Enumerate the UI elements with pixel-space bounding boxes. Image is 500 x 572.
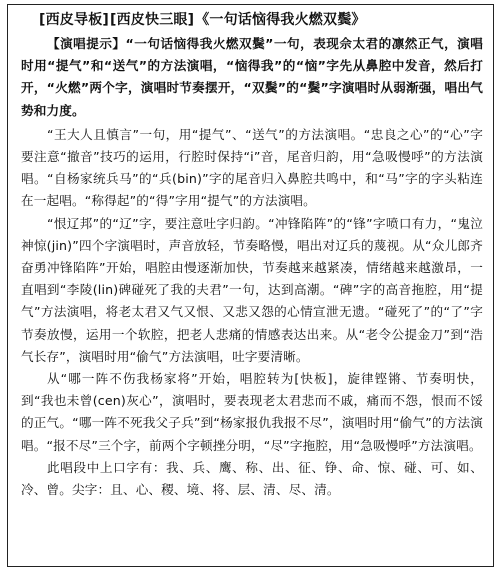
- paragraph-hen-liaobang: “恨辽邦”的“辽”字，要注意吐字归韵。“冲锋陷阵”的“锋”字喷口有力，“鬼泣神惊(jin)”四个字演唱时，声音放轻，节奏略慢，唱出对辽兵的蔑视。从“众儿郎齐奋勇冲锋陷阵”开始，唱腔由慢逐渐加快，节奏越来越紧凑，情绪越来越激昂，一直唱到“李陵(lin)碑碰死了我的夫君”一句，达到高潮。“碑”字的高音拖腔，用“提气”方法演唱，将老太君又气又恨、又悲又怨的心情宣泄无遗。“碰死了”的“了”字节奏放慢，运用一个软腔，把老人悲痛的情感表达出来。从“老令公提金刀”到“浩气长存”，演唱时用“偷气”方法演唱，吐字要清晰。: [21, 215, 483, 364]
- section-heading: [39, 11, 483, 29]
- heading-song-title: 《一句话恼得我火燃双鬓》: [195, 12, 366, 28]
- paragraph-pronunciation: 此唱段中上口字有：我、兵、鹰、称、出、征、铮、命、惊、碰、可、如、冷、曾。尖字：且、心、稷、境、将、层、清、尽、清。: [21, 459, 483, 498]
- heading-tag-daoban: [西皮导板]: [39, 12, 109, 28]
- performance-tip-label: 【演唱提示】: [47, 36, 126, 51]
- paragraph-performance-tip: [21, 33, 483, 122]
- performance-tip-text: “一句话恼得我火燃双鬓”一句，表现佘太君的凛然正气，演唱时用“提气”和“送气”的方法演唱，“恼得我”的“恼”字先从鼻腔中发音，然后打开，“火燃”两个字，演唱时节奏摆开，“双鬓”的“鬓”字演唱时从弱渐强，唱出气势和力度。: [21, 36, 483, 118]
- paragraph-wang-daren: “王大人且慎言”一句，用“提气”、“送气”的方法演唱。“忠良之心”的“心”字要注意“撤音”技巧的运用，行腔时保持“i”音，尾音归韵，用“急吸慢呼”的方法演唱。“自杨家统兵马”的“兵(bin)”字的尾音归入鼻腔共鸣中，和“马”字的字头粘连在一起唱。“称得起”的“得”字用“提气”的方法演唱。: [21, 126, 483, 209]
- article-frame: [7, 4, 494, 567]
- paragraph-kuaiban: 从“哪一阵不伤我杨家将”开始，唱腔转为[快板]，旋律铿锵、节奏明快，到“我也未曾(cen)灰心”，演唱时，要表现老太君悲而不戚，痛而不怨，恨而不馁的正气。“哪一阵不死我父子兵”到“杨家报仇我报不尽”，演唱时用“偷气”的方法演唱。“报不尽”三个字，前两个字顿挫分明，“尽”字拖腔，用“急吸慢呼”方法演唱。: [21, 371, 483, 453]
- heading-tag-kuaisanyan: [西皮快三眼]: [110, 12, 195, 28]
